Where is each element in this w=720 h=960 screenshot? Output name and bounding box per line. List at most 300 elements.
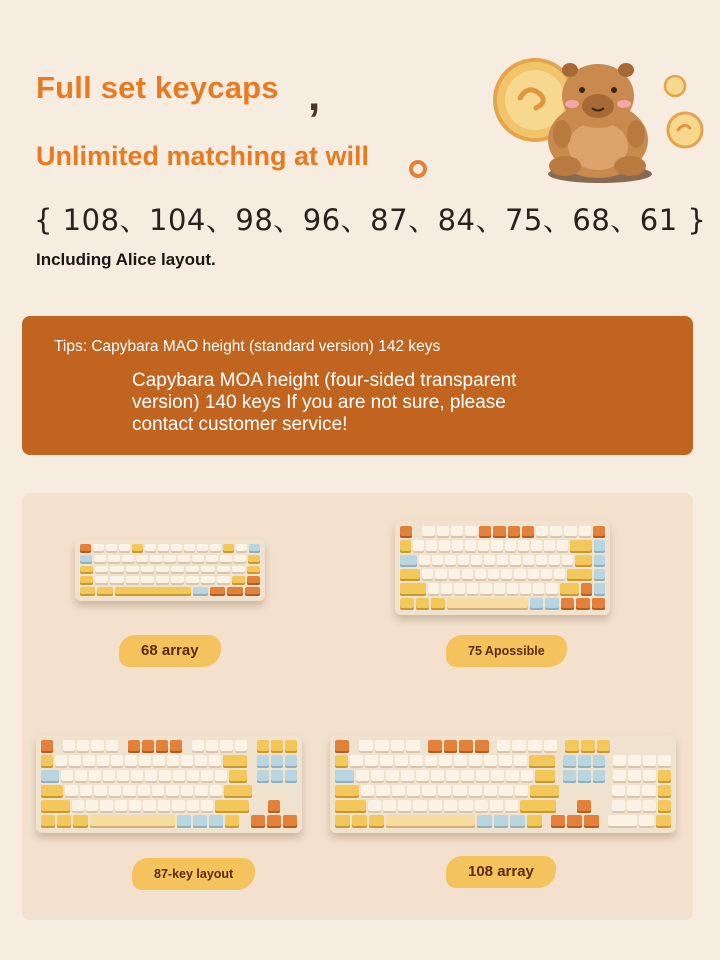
keycap [143,800,155,813]
keycap [400,569,420,581]
keycap [223,544,234,553]
keycap [557,540,568,552]
keycap [398,800,411,813]
keycap [283,815,297,828]
tips-box [22,316,693,455]
keycap [335,770,354,783]
keycap [359,740,373,753]
keycap [95,576,108,585]
keycap [145,770,157,783]
keycap [422,785,435,798]
keycap [55,755,67,768]
keycap [223,755,247,768]
keycap [422,569,433,581]
keycap [209,815,223,828]
keycap [249,544,260,553]
keycap [201,576,214,585]
keycap [505,800,518,813]
keycap [441,583,452,595]
keycap [658,770,671,783]
keycap [465,526,477,538]
keycap [507,583,518,595]
keycap [335,740,349,753]
keycap [491,540,502,552]
keycap [173,770,185,783]
keycap [123,785,135,798]
keycap [461,770,474,783]
keycap [150,555,162,564]
keycap [171,544,182,553]
keycap [515,785,528,798]
keycap [643,770,656,783]
keycap [488,569,499,581]
keycap [72,800,84,813]
keycap [567,569,592,581]
keyboard-68-image [75,539,265,601]
keycap [490,800,503,813]
keycap [628,770,641,783]
keycap [426,540,437,552]
keycap [129,800,141,813]
keycap [400,540,411,552]
keycap [267,815,281,828]
keycap [61,770,73,783]
keycap [141,576,154,585]
keycap [514,569,525,581]
keyboard-87-image [36,735,302,833]
keycap [268,800,280,813]
keycap [94,785,106,798]
keycap [510,555,521,567]
keycap [452,540,463,552]
keycap [395,755,408,768]
keycap [232,576,245,585]
keycap [380,755,393,768]
keycap [248,555,260,564]
keycap [584,815,599,828]
keycap [271,740,283,753]
keycap [285,755,297,768]
keycap [565,740,579,753]
keycap [115,800,127,813]
keycap [201,800,213,813]
keycap [235,740,247,753]
keycap [594,583,605,595]
keycap [170,740,182,753]
keycap [285,740,297,753]
keycap [497,740,511,753]
keycap [386,770,399,783]
keycap [406,740,420,753]
keycap [536,526,548,538]
keycap [110,566,123,575]
keycap [477,815,492,828]
keycap [335,800,366,813]
keycap [335,815,350,828]
keycap [93,544,104,553]
keycap [563,770,576,783]
keycap [544,740,558,753]
keycap [167,755,179,768]
keycap [95,566,108,575]
keycap [465,540,476,552]
keycap [110,576,123,585]
label-68-array: 68 array [119,635,221,667]
keycap [234,555,246,564]
keycap [480,583,491,595]
keycap [469,785,482,798]
keycap [484,785,497,798]
keycap [575,555,592,567]
keycap [80,566,93,575]
keycap [475,740,489,753]
keycap [63,740,75,753]
keycap [106,544,117,553]
keycap [564,526,576,538]
keycap [126,576,139,585]
keycap [459,800,472,813]
keycap [117,770,129,783]
keycap [431,770,444,783]
keycap [65,785,77,798]
keycap [478,540,489,552]
keycap [159,770,171,783]
keycap [201,566,214,575]
keycap [493,526,505,538]
keycap [247,576,260,585]
keycap [520,583,531,595]
keycap [570,540,592,552]
keycap [505,540,516,552]
keycap [108,555,120,564]
keycap [210,544,221,553]
keycap [145,544,156,553]
keycap [225,815,239,828]
keycap [80,555,92,564]
keycap [501,569,512,581]
keycap [80,587,95,596]
keycap [115,587,191,596]
keycap [171,566,184,575]
keycap [80,544,91,553]
keycap [435,569,446,581]
label-75-apossible: 75 Apossible [446,635,567,667]
keycap [447,598,528,610]
keycap [567,815,582,828]
period-circle-icon [409,160,427,178]
keycap [639,815,654,828]
keycap [554,569,565,581]
title-full-set-keycaps: Full set keycaps [36,70,279,105]
keycap [471,555,482,567]
keycap [428,740,442,753]
keycap [628,755,641,768]
keycap [100,800,112,813]
keycap [400,583,426,595]
keycap [186,576,199,585]
keycap [193,815,207,828]
keycap [335,785,359,798]
keycap [142,740,154,753]
keycap [73,815,87,828]
keycap [431,598,445,610]
keycap [215,800,248,813]
keycap [217,566,230,575]
keycap [119,544,130,553]
layout-sizes-list: { 108、104、98、96、87、84、75、68、61 } [34,203,707,237]
keycap [141,566,154,575]
keycap [444,800,457,813]
keycap [597,740,611,753]
keycap [201,770,213,783]
keycap [546,583,557,595]
keycap [521,770,534,783]
keycap [530,785,559,798]
keycap [613,770,626,783]
keycap [83,755,95,768]
keycap [224,785,251,798]
keycap [484,755,497,768]
keycap [229,770,247,783]
keycap [132,544,143,553]
keycap [523,555,534,567]
keycap [375,740,389,753]
title-comma-mark: , [308,71,321,120]
keycap [439,540,450,552]
keycap [187,770,199,783]
keycap [531,540,542,552]
keycap [77,740,89,753]
keycap [350,755,363,768]
keycap [86,800,98,813]
keycap [428,583,439,595]
keycap [106,740,118,753]
keycap [400,598,414,610]
keycap [400,555,417,567]
keycap [454,583,465,595]
keycap [192,555,204,564]
keycap [608,815,638,828]
keycap [551,815,566,828]
keycap [494,583,505,595]
keycap [577,800,590,813]
keycap [41,755,53,768]
keycap [122,555,134,564]
keycap [593,770,606,783]
keycap [91,740,103,753]
keycap [578,755,591,768]
keycap [454,755,467,768]
keycap [462,569,473,581]
keycap [247,566,260,575]
keycap [475,800,488,813]
keycap [232,566,245,575]
keycap [371,770,384,783]
keycap [561,598,575,610]
tips-standard-version: Tips: Capybara MAO height (standard version) 142 keys [54,338,441,355]
keycap [285,770,297,783]
capybara-mascot-icon [490,48,710,193]
title-unlimited-matching: Unlimited matching at will [36,141,370,171]
label-108-array: 108 array [446,856,556,888]
keycap [451,526,463,538]
keycap [499,785,512,798]
keycap [139,755,151,768]
keycap [479,526,491,538]
keycap [643,755,656,768]
keycap [193,587,208,596]
keycap [271,755,283,768]
keycap [131,770,143,783]
keycap [400,526,412,538]
keycap [520,800,556,813]
keycap [365,755,378,768]
keycap [594,569,605,581]
keycap [210,785,222,798]
keycap [251,815,265,828]
keycap [579,526,591,538]
keyboard-75-image [395,521,610,615]
keycap [181,785,193,798]
keycap [103,770,115,783]
keycap [656,815,671,828]
keycap [459,740,473,753]
keycap [410,755,423,768]
keycap [593,755,606,768]
keycap [80,785,92,798]
keycap [506,770,519,783]
keycap [57,815,71,828]
keycap [206,555,218,564]
keycap [425,755,438,768]
keycap [422,526,434,538]
keycap [166,785,178,798]
keycap [533,583,544,595]
keycap [392,785,405,798]
keycap [627,785,640,798]
keycap [206,740,218,753]
keycap [257,755,269,768]
keycap [41,770,59,783]
keycap [184,544,195,553]
keycap [158,800,170,813]
keycap [432,555,443,567]
keycap [594,540,605,552]
keycap [578,770,591,783]
keycap [560,583,579,595]
keycap [383,800,396,813]
keycap [335,755,348,768]
keycap [128,740,140,753]
keycap [97,587,112,596]
label-87-key-layout: 87-key layout [132,858,255,890]
keycap [69,755,81,768]
keycap [352,815,367,828]
keycap [545,598,559,610]
keycap [271,770,283,783]
keycap [220,555,232,564]
keycap [658,800,671,813]
keycap [368,800,381,813]
keycap [97,755,109,768]
keycap [126,566,139,575]
keycap [156,740,168,753]
keycap [592,598,606,610]
keycap [484,555,495,567]
keycap [475,569,486,581]
keycap [153,755,165,768]
alice-layout-note: Including Alice layout. [36,250,216,269]
keycap [512,740,526,753]
keycap [41,800,70,813]
keycap [494,815,509,828]
keycap [643,800,656,813]
keycap [215,770,227,783]
keycap [369,815,384,828]
keycap [518,540,529,552]
keycap [491,770,504,783]
keycap [445,555,456,567]
keycap [407,785,420,798]
keycap [439,755,452,768]
keycap [89,770,101,783]
keycap [530,598,544,610]
keycap [156,576,169,585]
keycap [612,785,625,798]
keycap [416,598,430,610]
keycap [549,555,560,567]
keycap [152,785,164,798]
keycap [541,569,552,581]
keyboard-layout-gallery [22,493,693,920]
keycap [593,526,605,538]
keycap [416,770,429,783]
keycap [510,815,525,828]
keycap [446,770,459,783]
keycap [437,526,449,538]
keycap [497,555,508,567]
keycap [536,555,547,567]
keycap [192,740,204,753]
keycap [508,526,520,538]
keycap [210,587,225,596]
keycap [444,740,458,753]
keycap [172,800,184,813]
keycap [527,815,542,828]
keycap [535,770,554,783]
keycap [195,785,207,798]
keycap [156,566,169,575]
keycap [386,815,475,828]
keycap [245,587,260,596]
keycap [544,540,555,552]
keycap [563,755,576,768]
keycap [391,740,405,753]
keycap [419,555,430,567]
keycap [581,740,595,753]
tips-transparent-version: Capybara MOA height (four-sided transparent version) 140 keys If you are not sure, please contact customer service! [132,370,517,435]
keycap [94,555,106,564]
keycap [429,800,442,813]
keycap [453,785,466,798]
keycap [499,755,512,768]
keycap [528,569,539,581]
keycap [158,544,169,553]
keycap [217,576,230,585]
keycap [528,740,542,753]
keycap [413,800,426,813]
keycap [658,755,671,768]
